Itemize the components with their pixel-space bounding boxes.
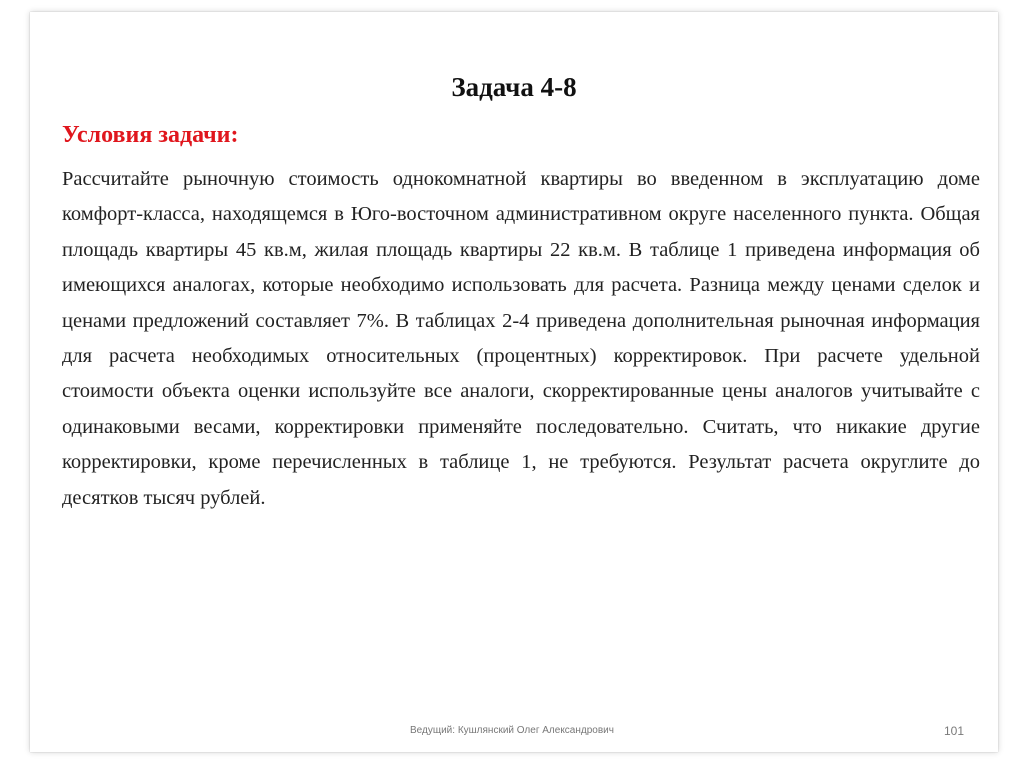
- task-description: Рассчитайте рыночную стоимость однокомнатной квартиры во введенном в эксплуатацию доме комфорт-класса, находящемся в Юго-восточном административном округе населенного пункта. Общая площадь квартиры 45 кв.м, жилая площадь квартиры 22 кв.м. В таблице 1 приведена информация об имеющихся аналогах, которые необходимо использовать для расчета. Разница между ценами сделок и ценами предложений составляет 7%. В таблицах 2-4 приведена дополнительная рыночная информация для расчета необходимых относительных (процентных) корректировок. При расчете удельной стоимости объекта оценки используйте все аналоги, скорректированные цены аналогов учитывайте с одинаковыми весами, корректировки применяйте последовательно. Считать, что никакие другие корректировки, кроме перечисленных в таблице 1, не требуются. Результат расчета округлите до десятков тысяч рублей.: [62, 168, 980, 509]
- slide-title: Задача 4-8: [451, 72, 577, 102]
- slide: [30, 12, 998, 752]
- page-number: 101: [943, 724, 964, 738]
- slide-subtitle: Условия задачи:: [62, 122, 239, 148]
- footer-author: Ведущий: Кушлянский Олег Александрович: [410, 725, 614, 736]
